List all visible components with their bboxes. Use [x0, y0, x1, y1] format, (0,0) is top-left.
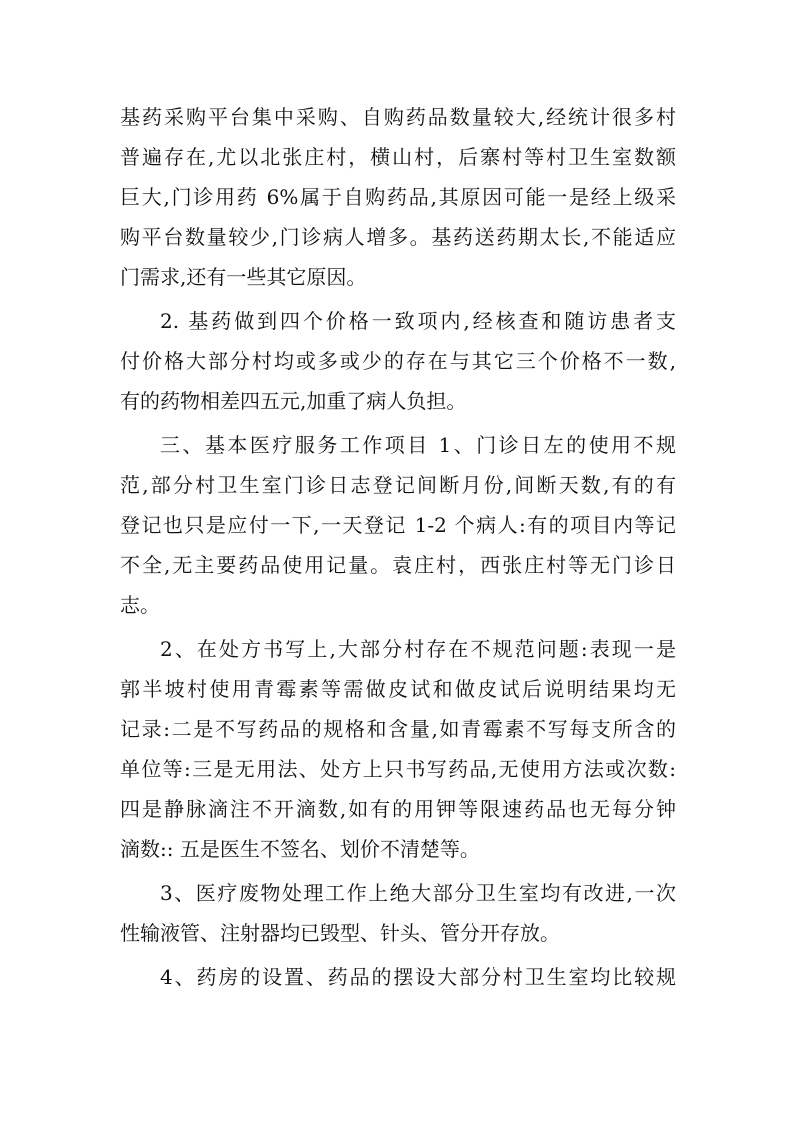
paragraph-prescription — [120, 629, 676, 869]
text-line: 不全,无主要药品使用记量。袁庄村，西张庄村等无门诊日 — [120, 553, 676, 577]
text-line: 基药采购平台集中采购、自购药品数量较大,经统计很多村 — [120, 105, 676, 129]
text-line: 三、基本医疗服务工作项目 1、门诊日左的使用不规 — [160, 433, 676, 457]
text-line: 范,部分村卫生室门诊日志登记间断月份,间断天数,有的有 — [120, 473, 676, 497]
text-line: 巨大,门诊用药 6%属于自购药品,其原因可能一是经上级采 — [120, 185, 676, 209]
text-line: 郭半坡村使用青霉素等需做皮试和做皮试后说明结果均无 — [120, 677, 676, 701]
paragraph-procurement — [120, 97, 676, 297]
text-line: 购平台数量较少,门诊病人增多。基药送药期太长,不能适应 — [120, 225, 676, 249]
paragraph-medical-waste — [120, 873, 676, 953]
text-line: 门需求,还有一些其它原因。 — [120, 265, 367, 289]
text-line: 普遍存在,尤以北张庄村，横山村，后寨村等村卫生室数额 — [120, 145, 676, 169]
text-line: 有的药物相差四五元,加重了病人负担。 — [120, 389, 467, 413]
text-line: 2、在处方书写上,大部分村存在不规范问题:表现一是 — [160, 637, 676, 661]
text-line: 2. 基药做到四个价格一致项内,经核查和随访患者支 — [160, 309, 676, 333]
text-line: 付价格大部分村均或多或少的存在与其它三个价格不一数, — [120, 349, 676, 373]
text-line: 记录:二是不写药品的规格和含量,如青霉素不写每支所含的 — [120, 717, 676, 741]
text-line: 单位等:三是无用法、处方上只书写药品,无使用方法或次数: — [120, 757, 676, 781]
text-line: 3、医疗废物处理工作上绝大部分卫生室均有改进,一次 — [160, 881, 676, 905]
text-line: 志。 — [120, 593, 160, 617]
paragraph-pharmacy — [120, 957, 676, 997]
body-text — [120, 97, 676, 997]
text-line: 4、药房的设置、药品的摆设大部分村卫生室均比较规 — [160, 965, 676, 989]
text-line: 性输液管、注射器均已毁型、针头、管分开存放。 — [120, 921, 560, 945]
paragraph-price-consistency — [120, 301, 676, 421]
paragraph-basic-medical-service — [120, 425, 676, 625]
text-line: 滴数:: 五是医生不签名、划价不清楚等。 — [120, 837, 480, 861]
text-line: 四是静脉滴注不开滴数,如有的用钾等限速药品也无每分钟 — [120, 797, 676, 821]
text-line: 登记也只是应付一下,一天登记 1-2 个病人:有的项目内等记 — [120, 513, 676, 537]
